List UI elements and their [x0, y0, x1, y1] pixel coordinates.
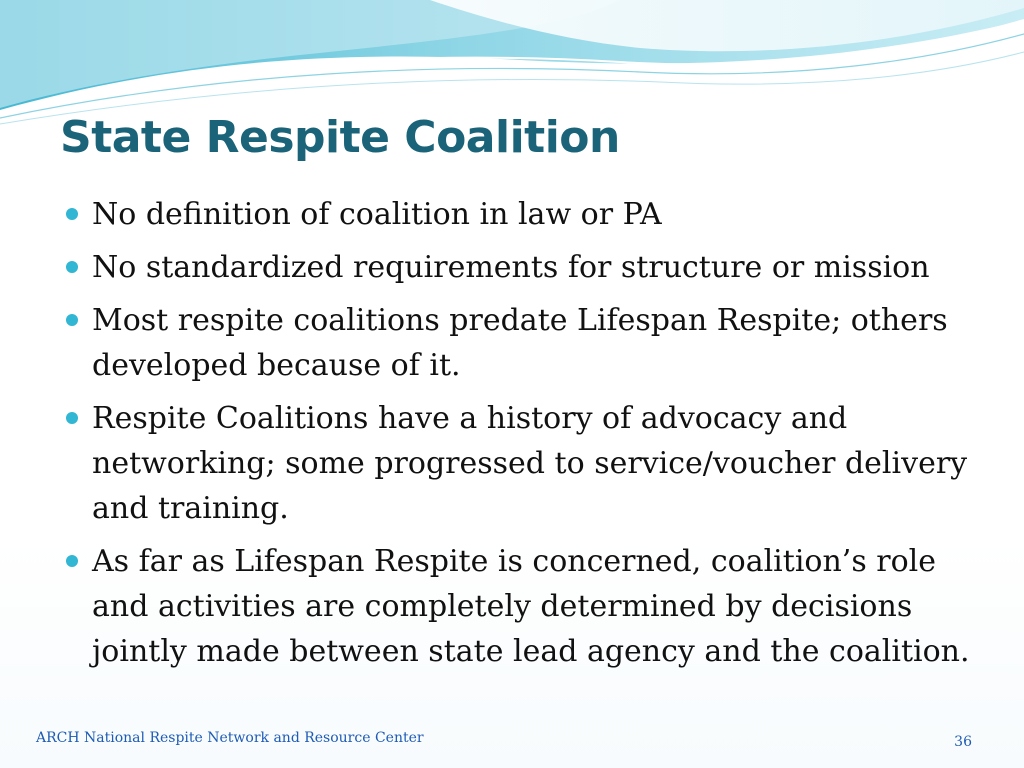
- bullet-dot-icon: [66, 314, 78, 326]
- slide-title: State Respite Coalition: [60, 112, 620, 163]
- bullet-item: [64, 539, 984, 674]
- bullet-list: [64, 192, 984, 682]
- bullet-item: [64, 396, 984, 531]
- bullet-item: [64, 245, 984, 290]
- bullet-text: No standardized requirements for structure or mission: [92, 250, 930, 285]
- bullet-text: No definition of coalition in law or PA: [92, 197, 662, 232]
- bullet-dot-icon: [66, 208, 78, 220]
- page-number: 36: [954, 734, 972, 750]
- bullet-item: [64, 298, 984, 388]
- bullet-dot-icon: [66, 261, 78, 273]
- bullet-dot-icon: [66, 412, 78, 424]
- bullet-dot-icon: [66, 555, 78, 567]
- bullet-text: As far as Lifespan Respite is concerned, coalition’s role and activities are completely determined by decisions jointly made between state lead agency and the coalition.: [92, 544, 970, 669]
- bullet-item: [64, 192, 984, 237]
- footer-organization: ARCH National Respite Network and Resource Center: [36, 730, 424, 746]
- bullet-text: Respite Coalitions have a history of advocacy and networking; some progressed to service/voucher delivery and training.: [92, 401, 968, 526]
- bullet-text: Most respite coalitions predate Lifespan Respite; others developed because of it.: [92, 303, 948, 383]
